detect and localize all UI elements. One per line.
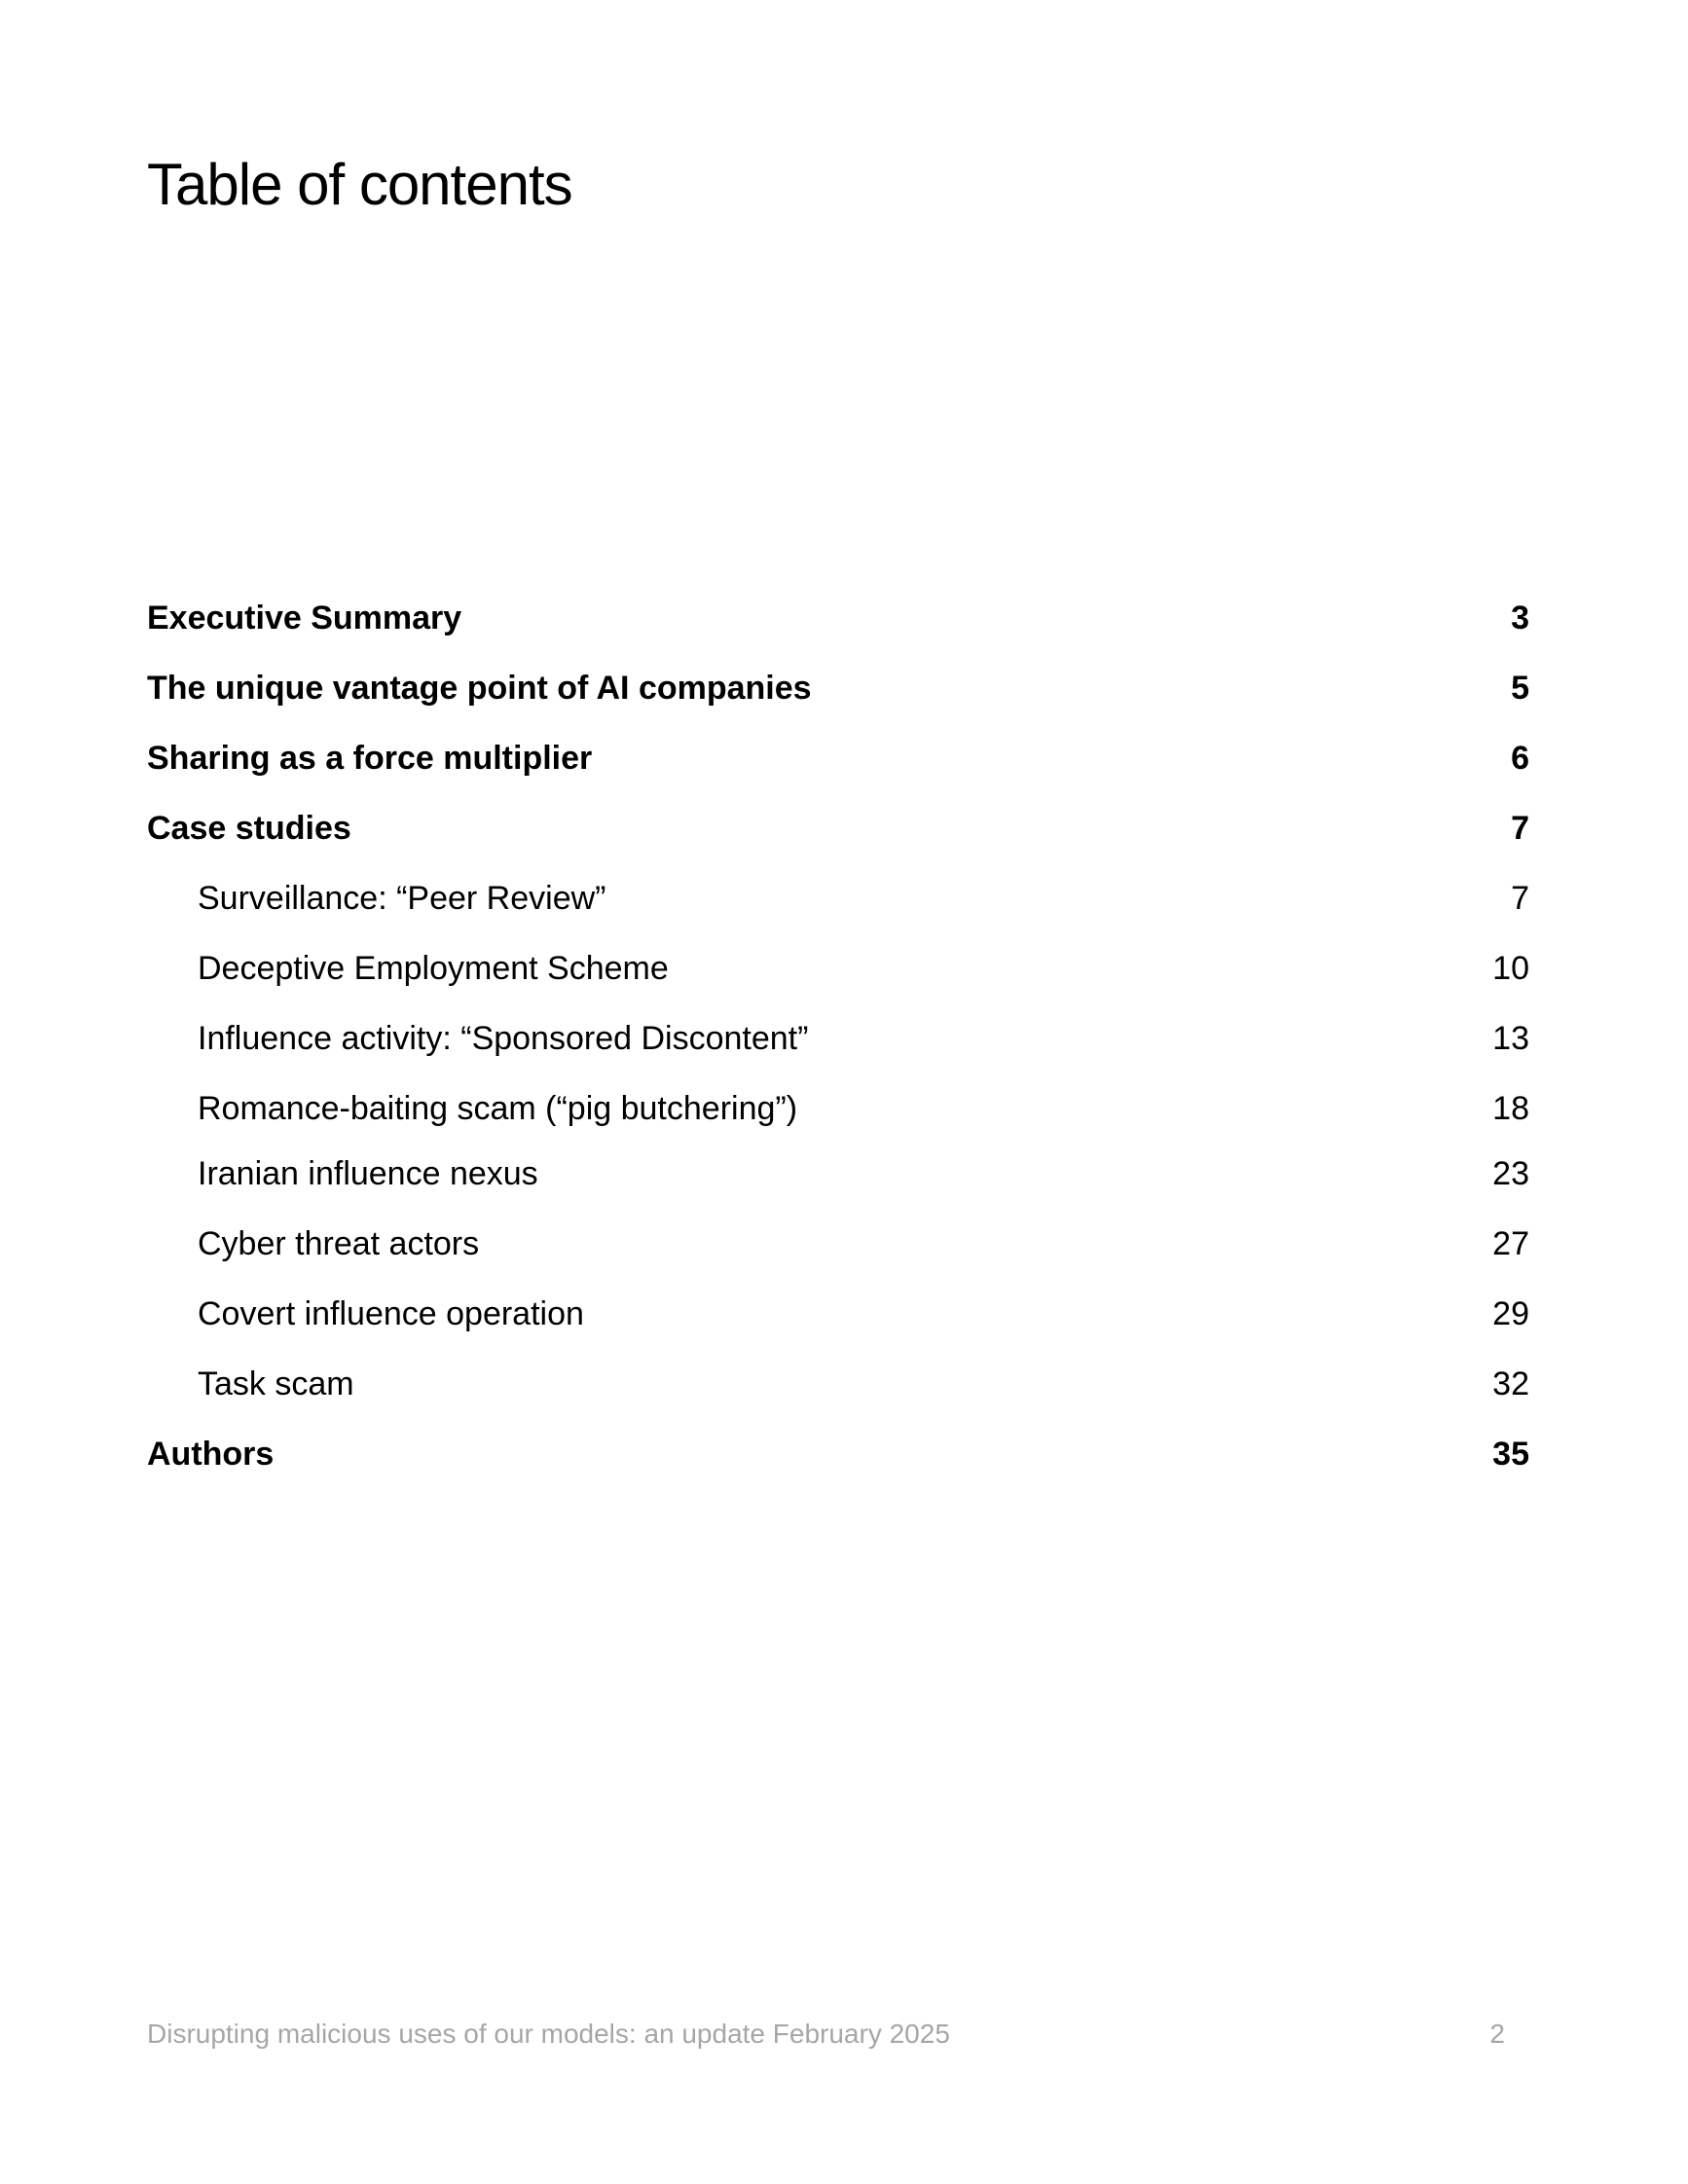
toc-entry-sponsored-discontent[interactable] xyxy=(147,1014,1529,1063)
toc-entry-page: 7 xyxy=(1511,880,1529,917)
toc-entry-label: Task scam xyxy=(198,1365,354,1402)
toc-entry-unique-vantage-point[interactable] xyxy=(147,664,1529,712)
toc-entry-page: 23 xyxy=(1492,1155,1529,1192)
toc-entry-surveillance-peer-review[interactable] xyxy=(147,874,1529,923)
toc-entry-label: The unique vantage point of AI companies xyxy=(147,670,812,707)
toc-entry-covert-influence-operation[interactable] xyxy=(147,1290,1529,1338)
toc-entry-case-studies[interactable] xyxy=(147,804,1529,853)
toc-entry-page: 35 xyxy=(1492,1436,1529,1473)
toc-entry-iranian-influence-nexus[interactable] xyxy=(147,1149,1529,1198)
footer-page-number: 2 xyxy=(1489,2019,1505,2049)
page-title: Table of contents xyxy=(147,152,572,217)
toc-entry-label: Authors xyxy=(147,1436,275,1473)
toc-entry-page: 18 xyxy=(1492,1090,1529,1127)
toc-entry-romance-baiting-scam[interactable] xyxy=(147,1084,1529,1133)
toc-entry-label: Cyber threat actors xyxy=(198,1225,480,1262)
toc-entry-authors[interactable] xyxy=(147,1430,1529,1478)
toc-entry-page: 5 xyxy=(1511,670,1529,707)
toc-entry-label: Executive Summary xyxy=(147,600,462,637)
toc-entry-executive-summary[interactable] xyxy=(147,594,1529,642)
toc-entry-label: Surveillance: “Peer Review” xyxy=(198,880,606,917)
toc-entry-label: Sharing as a force multiplier xyxy=(147,740,593,777)
toc-entry-label: Influence activity: “Sponsored Discontent” xyxy=(198,1020,809,1057)
toc-entry-label: Deceptive Employment Scheme xyxy=(198,950,669,987)
toc-entry-cyber-threat-actors[interactable] xyxy=(147,1219,1529,1268)
toc-entry-page: 6 xyxy=(1511,740,1529,777)
toc-entry-label: Case studies xyxy=(147,810,351,847)
toc-entry-label: Romance-baiting scam (“pig butchering”) xyxy=(198,1090,798,1127)
toc-entry-page: 32 xyxy=(1492,1365,1529,1402)
toc-entry-sharing-force-multiplier[interactable] xyxy=(147,734,1529,783)
toc-entry-task-scam[interactable] xyxy=(147,1360,1529,1408)
footer-text: Disrupting malicious uses of our models: an update February 2025 xyxy=(147,2019,950,2049)
toc-entry-page: 10 xyxy=(1492,950,1529,987)
toc-entry-page: 13 xyxy=(1492,1020,1529,1057)
toc-entry-page: 29 xyxy=(1492,1295,1529,1332)
toc-entry-page: 7 xyxy=(1511,810,1529,847)
page-footer xyxy=(147,2015,1505,2054)
toc-entry-label: Iranian influence nexus xyxy=(198,1155,538,1192)
toc-entry-deceptive-employment[interactable] xyxy=(147,944,1529,993)
toc-entry-page: 27 xyxy=(1492,1225,1529,1262)
toc-entry-label: Covert influence operation xyxy=(198,1295,584,1332)
toc-entry-page: 3 xyxy=(1511,600,1529,637)
